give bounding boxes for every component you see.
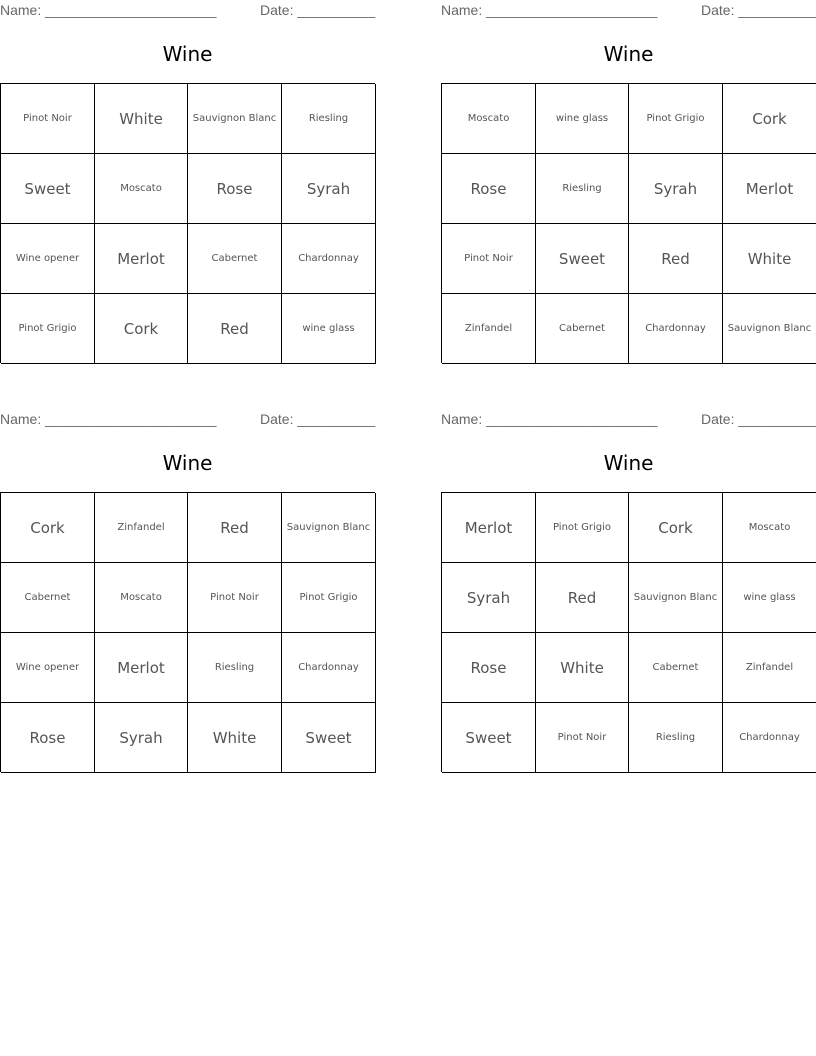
bingo-cell: Moscato xyxy=(723,493,816,563)
bingo-cell: Cabernet xyxy=(188,224,282,294)
bingo-cell: Syrah xyxy=(629,154,723,224)
bingo-cell: Zinfandel xyxy=(723,633,816,703)
bingo-cell: Riesling xyxy=(629,703,723,773)
bingo-cell: Zinfandel xyxy=(95,493,188,563)
bingo-grid xyxy=(0,83,375,363)
name-date-row xyxy=(0,409,375,431)
card-title: Wine xyxy=(603,451,654,475)
bingo-cell: Cork xyxy=(1,493,95,563)
bingo-cell: Rose xyxy=(188,154,282,224)
bingo-cell: Red xyxy=(629,224,723,294)
bingo-cell: Pinot Noir xyxy=(188,563,282,633)
bingo-cell: wine glass xyxy=(282,294,376,364)
bingo-cell: Zinfandel xyxy=(442,294,536,364)
name-field-label: Name: ______________________ xyxy=(0,2,217,18)
bingo-cell: Pinot Grigio xyxy=(1,294,95,364)
bingo-cell: Merlot xyxy=(95,633,188,703)
bingo-cell: Riesling xyxy=(536,154,629,224)
bingo-cell: Sweet xyxy=(1,154,95,224)
bingo-cell: Sweet xyxy=(282,703,376,773)
bingo-cell: Sweet xyxy=(536,224,629,294)
card-title: Wine xyxy=(162,451,213,475)
bingo-cell: Sauvignon Blanc xyxy=(723,294,816,364)
bingo-cell: Cork xyxy=(723,84,816,154)
bingo-cell: Cork xyxy=(629,493,723,563)
name-date-row xyxy=(0,0,375,22)
bingo-cell: Cabernet xyxy=(1,563,95,633)
bingo-cell: Chardonnay xyxy=(282,224,376,294)
bingo-card-2 xyxy=(441,0,816,375)
bingo-cell: Chardonnay xyxy=(282,633,376,703)
bingo-cell: Riesling xyxy=(188,633,282,703)
bingo-cell: Pinot Noir xyxy=(442,224,536,294)
bingo-cell: White xyxy=(188,703,282,773)
bingo-cell: Chardonnay xyxy=(629,294,723,364)
bingo-cell: Pinot Noir xyxy=(1,84,95,154)
bingo-cell: Wine opener xyxy=(1,633,95,703)
bingo-cell: White xyxy=(95,84,188,154)
date-field-label: Date: __________ xyxy=(701,411,816,427)
bingo-cell: White xyxy=(723,224,816,294)
bingo-cell: Riesling xyxy=(282,84,376,154)
card-title: Wine xyxy=(603,42,654,66)
bingo-card-3 xyxy=(0,409,375,784)
bingo-cell: Sweet xyxy=(442,703,536,773)
bingo-cell: wine glass xyxy=(536,84,629,154)
bingo-cell: White xyxy=(536,633,629,703)
name-date-row xyxy=(441,409,816,431)
bingo-cell: Moscato xyxy=(442,84,536,154)
bingo-cell: Syrah xyxy=(95,703,188,773)
bingo-cell: Pinot Grigio xyxy=(282,563,376,633)
bingo-cell: Sauvignon Blanc xyxy=(282,493,376,563)
name-field-label: Name: ______________________ xyxy=(441,2,658,18)
date-field-label: Date: __________ xyxy=(260,2,376,18)
bingo-grid xyxy=(0,492,375,772)
bingo-grid xyxy=(441,83,816,363)
bingo-cell: Red xyxy=(536,563,629,633)
bingo-cell: wine glass xyxy=(723,563,816,633)
date-field-label: Date: __________ xyxy=(260,411,376,427)
bingo-cell: Rose xyxy=(442,154,536,224)
bingo-cell: Cabernet xyxy=(536,294,629,364)
bingo-grid xyxy=(441,492,816,772)
bingo-cell: Merlot xyxy=(442,493,536,563)
bingo-cell: Syrah xyxy=(442,563,536,633)
card-title: Wine xyxy=(162,42,213,66)
bingo-cell: Sauvignon Blanc xyxy=(188,84,282,154)
bingo-card-1 xyxy=(0,0,375,375)
bingo-cell: Red xyxy=(188,294,282,364)
bingo-cell: Pinot Noir xyxy=(536,703,629,773)
bingo-cell: Chardonnay xyxy=(723,703,816,773)
bingo-cell: Cork xyxy=(95,294,188,364)
date-field-label: Date: __________ xyxy=(701,2,816,18)
name-field-label: Name: ______________________ xyxy=(441,411,658,427)
name-date-row xyxy=(441,0,816,22)
bingo-card-4 xyxy=(441,409,816,784)
bingo-cell: Sauvignon Blanc xyxy=(629,563,723,633)
bingo-cell: Merlot xyxy=(95,224,188,294)
bingo-cell: Pinot Grigio xyxy=(536,493,629,563)
bingo-cell: Red xyxy=(188,493,282,563)
bingo-cell: Moscato xyxy=(95,154,188,224)
bingo-cell: Merlot xyxy=(723,154,816,224)
bingo-cell: Moscato xyxy=(95,563,188,633)
name-field-label: Name: ______________________ xyxy=(0,411,217,427)
bingo-cell: Cabernet xyxy=(629,633,723,703)
bingo-cell: Pinot Grigio xyxy=(629,84,723,154)
bingo-cell: Rose xyxy=(1,703,95,773)
bingo-cell: Rose xyxy=(442,633,536,703)
bingo-cell: Syrah xyxy=(282,154,376,224)
bingo-cell: Wine opener xyxy=(1,224,95,294)
